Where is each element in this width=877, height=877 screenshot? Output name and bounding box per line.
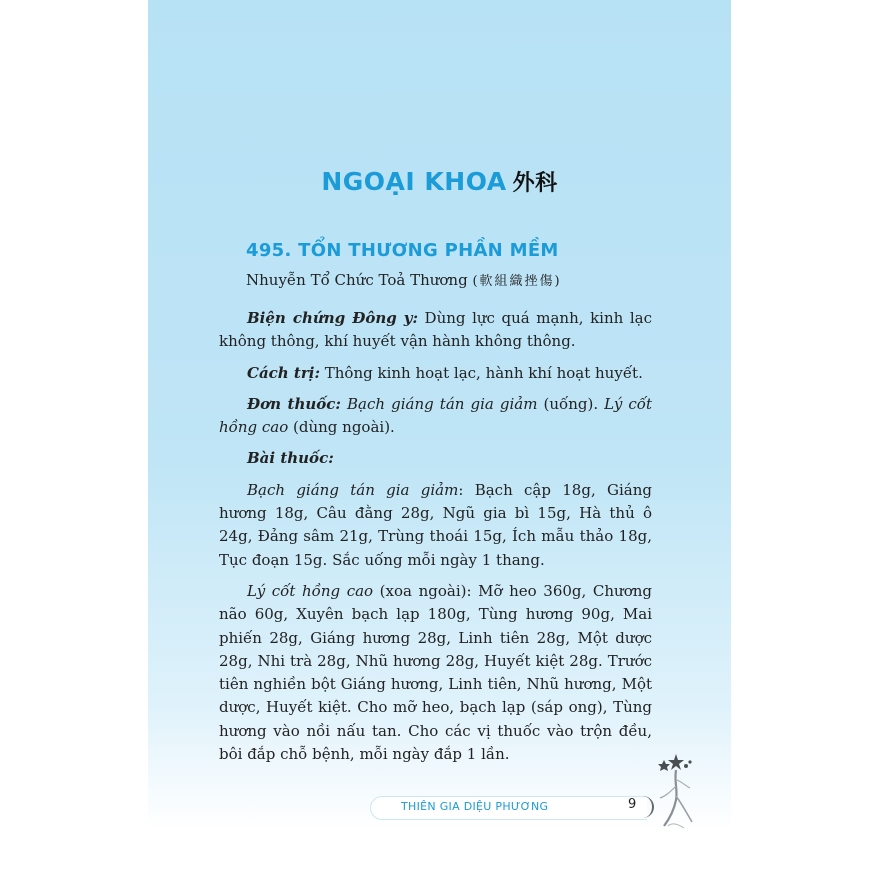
text-don-thuoc-mid: (uống). xyxy=(537,394,605,413)
paragraph-cach-tri xyxy=(219,362,652,385)
text-don-thuoc-name2: Lý cốt hồng cao xyxy=(219,394,653,437)
label-don-thuoc: Đơn thuốc: xyxy=(247,394,341,413)
subtitle-cjk: (軟組織挫傷) xyxy=(472,274,562,289)
text-don-thuoc-name1: Bạch giáng tán gia giảm xyxy=(340,394,538,413)
footer-book-title: THIÊN GIA DIỆU PHƯƠNG xyxy=(401,800,549,813)
label-cach-tri: Cách trị: xyxy=(247,363,320,382)
subtitle-text: Nhuyễn Tổ Chức Toả Thương xyxy=(246,271,468,289)
page-body xyxy=(219,307,652,774)
remedy2-name: Lý cốt hồng cao xyxy=(247,581,374,600)
text-don-thuoc-end: (dùng ngoài). xyxy=(288,418,395,437)
remedy1-name: Bạch giáng tán gia giảm xyxy=(247,480,459,499)
text-cach-tri: Thông kinh hoạt lạc, hành khí hoạt huyết. xyxy=(320,363,643,382)
paragraph-bai-thuoc xyxy=(219,447,652,470)
paragraph-remedy-2 xyxy=(219,580,652,766)
section-title: 495. TỔN THƯƠNG PHẦN MỀM xyxy=(246,240,559,261)
label-bien-chung: Biện chứng Đông y: xyxy=(247,309,418,327)
chapter-title xyxy=(148,166,731,197)
text-bien-chung: Dùng lực quá mạnh, kinh lạc không thông, khí huyết vận hành không thông. xyxy=(219,309,652,351)
remedy1-text: : Bạch cập 18g, Giáng hương 18g, Câu đằng 28g, Ngũ gia bì 15g, Hà thủ ô 24g, Đảng sâm 21g, Trùng thoái 15g, Ích mẫu thảo 18g, Tục đoạn 15g. Sắc uống mỗi ngày 1 thang. xyxy=(219,480,653,569)
chapter-title-text: NGOẠI KHOA xyxy=(321,167,507,196)
section-subtitle xyxy=(246,270,562,289)
page-number: 9 xyxy=(628,797,637,812)
paragraph-don-thuoc xyxy=(219,393,652,440)
paragraph-remedy-1 xyxy=(219,479,652,572)
chapter-title-cjk: 外科 xyxy=(512,171,558,196)
remedy2-text: (xoa ngoài): Mỡ heo 360g, Chương não 60g, Xuyên bạch lạp 180g, Tùng hương 90g, Mai phiến 28g, Giáng hương 28g, Linh tiên 28g, Một dược 28g, Nhi trà 28g, Nhũ hương 28g, Huyết kiệt 28g. Trước tiên nghiền bột Giáng hương, Linh tiên, Nhũ hương, Một dược, Huyết kiệt. Cho mỡ heo, bạch lạp (sáp ong), Tùng hương vào nồi nấu tan. Cho các vị thuốc vào trộn đều, bôi đắp chỗ bệnh, mỗi ngày đắp 1 lần. xyxy=(219,581,652,764)
footer-arc xyxy=(642,796,654,818)
paragraph-bien-chung xyxy=(219,307,652,354)
footer-banner xyxy=(370,796,647,820)
book-page xyxy=(148,0,731,830)
ginseng-root-icon xyxy=(656,752,704,830)
label-bai-thuoc: Bài thuốc: xyxy=(247,449,334,468)
